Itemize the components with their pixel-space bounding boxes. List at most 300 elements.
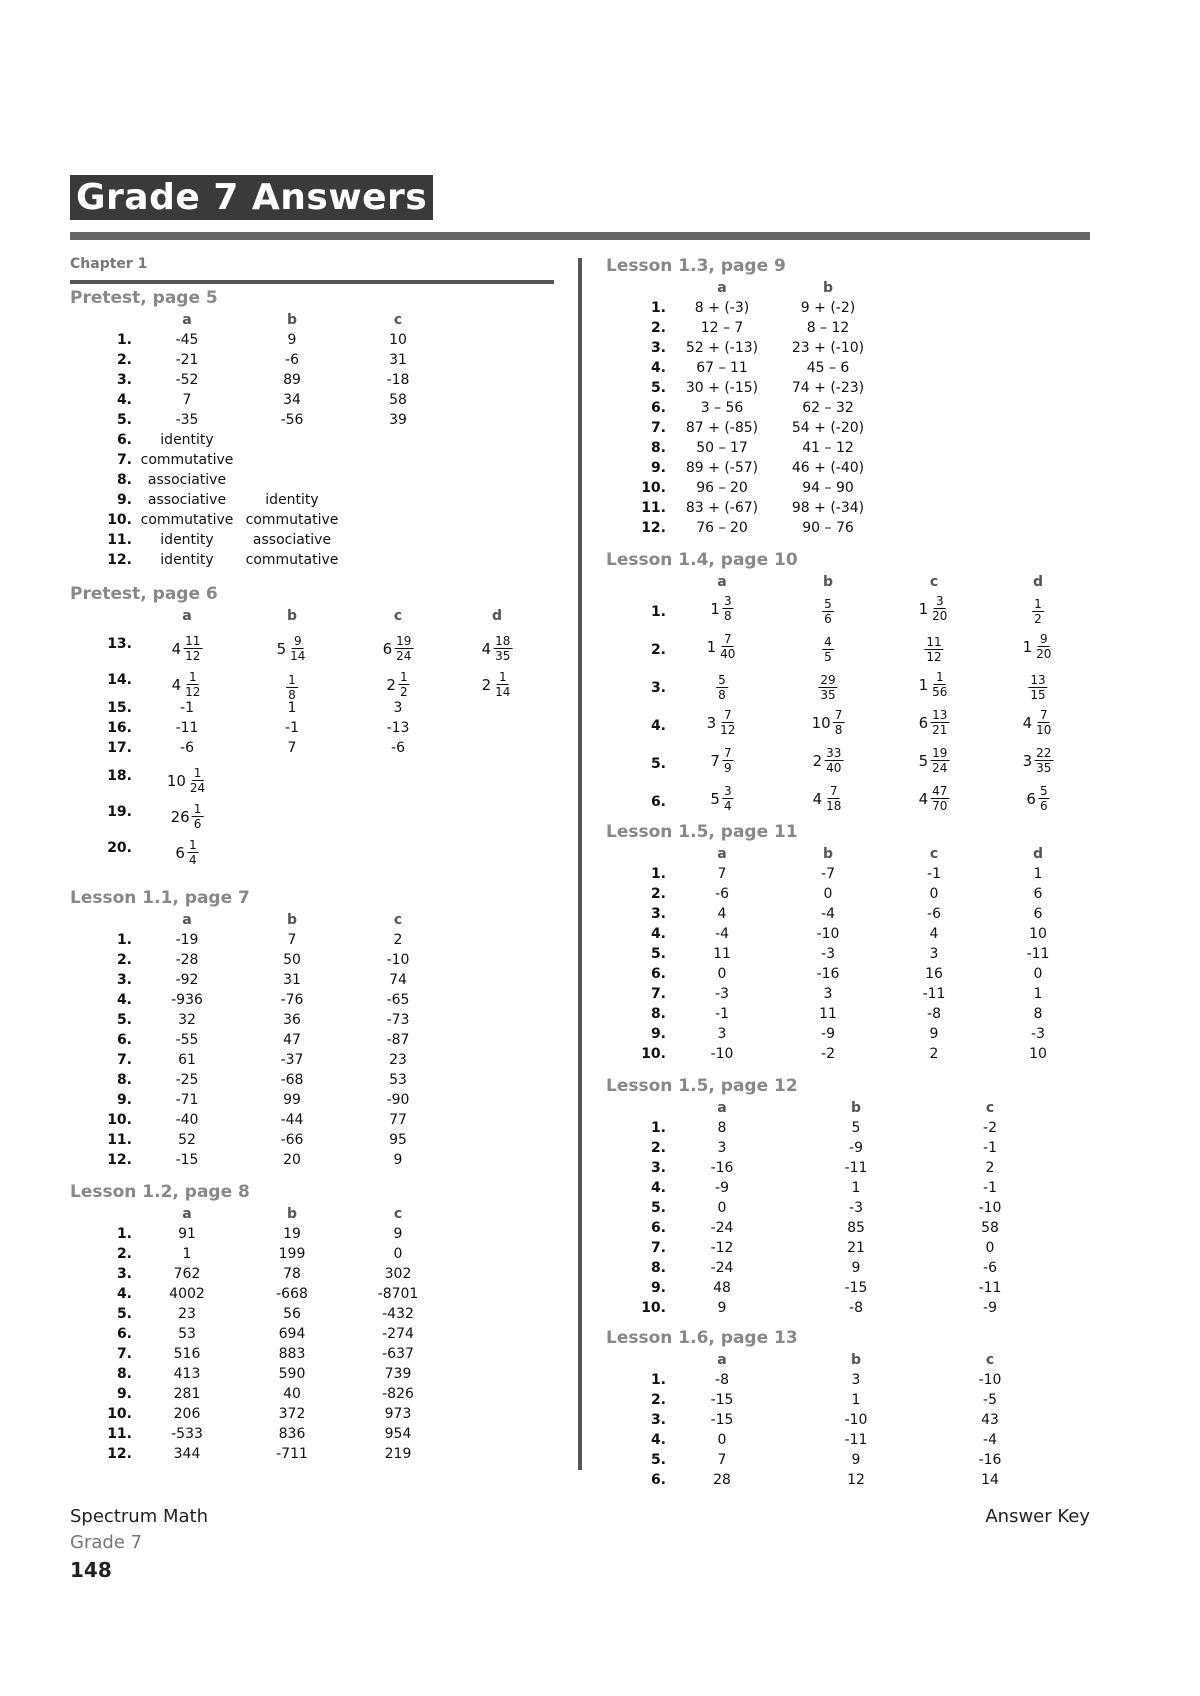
fraction-numerator: 7 (829, 784, 838, 798)
chapter-rule (70, 280, 554, 284)
problem-number: 1. (116, 1226, 132, 1242)
section-title: Lesson 1.4, page 10 (606, 550, 798, 570)
answer-cell: 98 + (-34) (791, 500, 865, 516)
answer-cell: -65 (386, 992, 410, 1008)
answer-cell (707, 708, 738, 737)
answer-cell (1023, 632, 1054, 661)
answer-cell: -1 (285, 720, 299, 736)
answer-cell (919, 594, 950, 623)
answer-cell: 2 (929, 1046, 939, 1062)
answer-cell: 56 (283, 1306, 301, 1322)
answer-row (70, 510, 339, 530)
answer-cell: 8 + (-3) (694, 300, 750, 316)
problem-number: 1. (116, 332, 132, 348)
answer-cell: -12 (710, 1240, 734, 1256)
fraction-numerator: 11 (926, 635, 942, 649)
answer-cell: -5 (983, 1392, 997, 1408)
answer-cell: -92 (175, 972, 199, 988)
fraction-denominator: 2 (399, 685, 408, 699)
answer-cell: -35 (175, 412, 199, 428)
problem-number: 7. (116, 1346, 132, 1362)
answer-cell: associative (147, 492, 227, 508)
answer-cell: 9 (393, 1226, 403, 1242)
answer-row (606, 744, 1052, 782)
answer-cell: 4 (717, 906, 727, 922)
answer-cell: 89 (283, 372, 301, 388)
answer-row (70, 1264, 412, 1284)
fraction-denominator: 5 (824, 650, 832, 664)
fraction-denominator: 40 (826, 761, 842, 775)
fraction-part (1034, 746, 1053, 775)
problem-number: 6. (650, 966, 666, 982)
problem-number: 3. (116, 972, 132, 988)
problem-number: 8. (116, 472, 132, 488)
problem-number: 8. (116, 1366, 132, 1382)
fraction-part (493, 634, 512, 663)
answer-cell: 58 (981, 1220, 999, 1236)
answer-cell: 87 + (-85) (685, 420, 759, 436)
answer-cell: -9 (849, 1140, 863, 1156)
answer-row (606, 1138, 997, 1158)
answer-cell (813, 784, 844, 813)
answer-row (606, 1198, 1002, 1218)
answer-cell: -10 (816, 926, 840, 942)
problem-number: 11. (107, 532, 132, 548)
answer-cell: 74 (389, 972, 407, 988)
problem-number: 6. (116, 1032, 132, 1048)
answer-row (606, 398, 854, 418)
fraction-whole: 5 (918, 751, 929, 770)
problem-number: 9. (116, 1386, 132, 1402)
fraction (383, 634, 414, 663)
answer-cell: identity (160, 432, 214, 448)
fraction (1032, 597, 1044, 626)
fraction-whole: 6 (175, 843, 185, 862)
answer-cell (167, 766, 207, 795)
fraction-denominator: 35 (495, 649, 511, 663)
answer-cell: 76 – 20 (696, 520, 748, 536)
answer-cell: 62 – 32 (802, 400, 854, 416)
answer-row (70, 550, 339, 570)
column-header-row (606, 572, 1044, 592)
answer-cell: 8 (1033, 1006, 1043, 1022)
problem-number: 10. (107, 1112, 132, 1128)
fraction-numerator: 1 (1034, 597, 1042, 611)
answer-cell: 10 (389, 332, 407, 348)
answer-row (70, 626, 511, 663)
problem-number: 7. (650, 986, 666, 1002)
problem-number: 2. (650, 1140, 666, 1156)
column-header-row (606, 1098, 995, 1118)
answer-cell (716, 670, 728, 702)
column-header: a (717, 1100, 727, 1116)
fraction (167, 766, 207, 795)
answer-cell (924, 632, 943, 664)
answer-cell (919, 784, 950, 813)
fraction (1023, 632, 1054, 661)
fraction-denominator: 10 (1036, 723, 1052, 737)
problem-number: 8. (116, 1072, 132, 1088)
answer-row (70, 430, 218, 450)
fraction-denominator: 14 (495, 685, 511, 699)
answer-cell: 12 (847, 1472, 865, 1488)
answer-cell: -11 (844, 1160, 868, 1176)
fraction (172, 670, 203, 699)
answer-row (70, 930, 403, 950)
problem-number: 5. (650, 756, 666, 772)
answer-cell: 0 (1033, 966, 1043, 982)
answer-cell: 23 + (-10) (791, 340, 865, 356)
column-header: a (717, 846, 727, 862)
answer-cell (1023, 746, 1054, 775)
answer-cell: -6 (983, 1260, 997, 1276)
fraction-part (822, 597, 834, 626)
answer-cell: -24 (710, 1220, 734, 1236)
fraction-part (183, 634, 202, 663)
answer-cell: 9 (393, 1152, 403, 1168)
fraction-part (818, 673, 837, 702)
answer-section (70, 286, 410, 570)
fraction-whole: 4 (1022, 713, 1033, 732)
answer-row (70, 1244, 403, 1264)
answer-cell (1032, 594, 1044, 626)
fraction-part (824, 746, 843, 775)
problem-number: 13. (107, 636, 132, 652)
answer-cell: 83 + (-67) (685, 500, 759, 516)
answer-cell: 0 (717, 966, 727, 982)
fraction-whole: 5 (710, 789, 720, 808)
column-header: a (717, 280, 727, 296)
answer-cell: -10 (844, 1412, 868, 1428)
column-header-row (70, 310, 403, 330)
answer-cell: -52 (175, 372, 199, 388)
problem-number: 1. (650, 866, 666, 882)
fraction-denominator: 12 (720, 723, 736, 737)
fraction-whole: 1 (918, 599, 929, 618)
fraction-numerator: 9 (1039, 632, 1048, 646)
problem-number: 3. (650, 680, 666, 696)
fraction-whole: 1 (710, 599, 720, 618)
answer-cell: -668 (276, 1286, 308, 1302)
fraction-numerator: 29 (820, 673, 836, 687)
answer-cell: 0 (717, 1432, 727, 1448)
problem-number: 12. (107, 552, 132, 568)
answer-cell: -3 (1031, 1026, 1045, 1042)
answer-cell: -3 (715, 986, 729, 1002)
answer-row (606, 458, 865, 478)
fraction-denominator: 20 (1036, 647, 1052, 661)
answer-cell: -2 (821, 1046, 835, 1062)
problem-number: 20. (107, 840, 132, 856)
fraction-part (924, 635, 943, 664)
fraction-part (187, 838, 199, 867)
answer-cell: commutative (245, 552, 339, 568)
problem-number: 10. (107, 512, 132, 528)
answer-row (606, 418, 865, 438)
answer-row (606, 498, 865, 518)
fraction-part (1034, 708, 1053, 737)
answer-cell: -7 (821, 866, 835, 882)
answer-cell (172, 634, 203, 663)
answer-cell: -37 (280, 1052, 304, 1068)
fraction (386, 670, 409, 699)
answer-cell: 89 + (-57) (685, 460, 759, 476)
problem-number: 3. (650, 1160, 666, 1176)
answer-cell: -6 (391, 740, 405, 756)
answer-cell: 67 – 11 (696, 360, 748, 376)
column-header: b (286, 608, 298, 624)
fraction-part (930, 784, 949, 813)
answer-cell: -16 (978, 1452, 1002, 1468)
column-header: c (393, 1206, 403, 1222)
fraction-whole: 4 (481, 639, 492, 658)
page-title: Grade 7 Answers (70, 175, 433, 220)
answer-row (70, 530, 332, 550)
answer-cell: 3 (823, 986, 833, 1002)
answer-cell: 9 (287, 332, 297, 348)
answer-row (606, 984, 1043, 1004)
column-header: c (393, 312, 403, 328)
answer-cell: -68 (280, 1072, 304, 1088)
problem-number: 9. (650, 460, 666, 476)
problem-number: 11. (107, 1426, 132, 1442)
answer-cell (919, 746, 950, 775)
answer-cell: -11 (978, 1280, 1002, 1296)
answer-cell (919, 670, 950, 699)
answer-cell: 6 (1033, 906, 1043, 922)
answer-cell: 3 (393, 700, 403, 716)
answer-cell: 28 (713, 1472, 731, 1488)
answer-cell: 10 (1029, 1046, 1047, 1062)
answer-cell: 99 (283, 1092, 301, 1108)
answer-cell: -8 (715, 1372, 729, 1388)
fraction-numerator: 4 (824, 635, 832, 649)
answer-cell: 46 + (-40) (791, 460, 865, 476)
answer-row (606, 1004, 1043, 1024)
problem-number: 4. (650, 360, 666, 376)
problem-number: 14. (107, 672, 132, 688)
answer-cell: 7 (287, 932, 297, 948)
answer-cell: 3 (717, 1026, 727, 1042)
fraction-whole: 6 (382, 639, 393, 658)
title-rule (70, 232, 1090, 240)
fraction (277, 634, 308, 663)
problem-number: 6. (116, 1326, 132, 1342)
fraction-part (930, 708, 949, 737)
fraction (172, 634, 203, 663)
answer-row (606, 1024, 1045, 1044)
answer-cell: commutative (140, 512, 234, 528)
answer-cell: 4002 (169, 1286, 205, 1302)
section-title: Pretest, page 6 (70, 584, 218, 604)
problem-number: 11. (641, 500, 666, 516)
fraction-numerator: 19 (396, 634, 412, 648)
answer-cell: 12 – 7 (700, 320, 744, 336)
problem-number: 6. (650, 1220, 666, 1236)
answer-row (70, 718, 410, 738)
answer-cell: 50 (283, 952, 301, 968)
problem-number: 2. (650, 642, 666, 658)
answer-cell: -55 (175, 1032, 199, 1048)
answer-cell (812, 708, 845, 737)
answer-cell: 516 (173, 1346, 201, 1362)
answer-cell: -11 (175, 720, 199, 736)
fraction-numerator: 5 (1039, 784, 1048, 798)
answer-cell: -4 (715, 926, 729, 942)
fraction-denominator: 6 (193, 817, 202, 831)
fraction (707, 632, 738, 661)
fraction-part (1028, 673, 1047, 702)
page-number: 148 (70, 1558, 112, 1582)
fraction-denominator: 4 (723, 799, 732, 813)
column-header: b (850, 1100, 862, 1116)
fraction-numerator: 7 (723, 708, 732, 722)
answer-row (70, 1050, 407, 1070)
problem-number: 8. (650, 1260, 666, 1276)
answer-cell: 954 (384, 1426, 412, 1442)
fraction (171, 802, 204, 831)
answer-section (606, 1326, 1002, 1490)
answer-cell: 302 (384, 1266, 412, 1282)
fraction (812, 708, 845, 737)
answer-cell (277, 634, 308, 663)
answer-row (70, 450, 234, 470)
fraction (1023, 708, 1054, 737)
fraction-whole: 3 (1022, 751, 1033, 770)
answer-cell: 2 (393, 932, 403, 948)
answer-row (606, 1158, 995, 1178)
answer-row (70, 350, 407, 370)
answer-row (70, 1284, 419, 1304)
answer-cell: -19 (175, 932, 199, 948)
answer-cell: -936 (171, 992, 203, 1008)
answer-row (70, 794, 218, 830)
answer-row (70, 1070, 407, 1090)
problem-number: 9. (116, 1092, 132, 1108)
problem-number: 12. (641, 520, 666, 536)
problem-number: 1. (650, 300, 666, 316)
answer-cell: 31 (389, 352, 407, 368)
answer-cell: -4 (821, 906, 835, 922)
fraction-whole: 1 (918, 675, 929, 694)
answer-cell: 50 – 17 (696, 440, 748, 456)
column-header-row (70, 606, 503, 626)
answer-cell: 7 (287, 740, 297, 756)
answer-cell: commutative (140, 452, 234, 468)
answer-cell: -10 (386, 952, 410, 968)
answer-cell: -73 (386, 1012, 410, 1028)
answer-cell: -8 (849, 1300, 863, 1316)
problem-number: 9. (650, 1280, 666, 1296)
answer-row (70, 1424, 412, 1444)
answer-cell: -9 (983, 1300, 997, 1316)
fraction-numerator: 1 (288, 673, 296, 687)
answer-cell: 1 (851, 1180, 861, 1196)
answer-cell: -40 (175, 1112, 199, 1128)
answer-cell: -76 (280, 992, 304, 1008)
answer-cell: 219 (384, 1446, 412, 1462)
answer-cell: 206 (173, 1406, 201, 1422)
column-header: b (822, 574, 834, 590)
answer-cell: 32 (178, 1012, 196, 1028)
fraction-numerator: 7 (834, 708, 843, 722)
answer-cell: -1 (715, 1006, 729, 1022)
answer-cell: 78 (283, 1266, 301, 1282)
problem-number: 7. (116, 1052, 132, 1068)
answer-cell: -15 (175, 1152, 199, 1168)
fraction-whole: 4 (812, 789, 823, 808)
answer-row (70, 1384, 414, 1404)
answer-cell: 19 (283, 1226, 301, 1242)
answer-row (70, 1304, 414, 1324)
fraction-numerator: 5 (824, 597, 832, 611)
answer-cell: 5 (851, 1120, 861, 1136)
answer-cell: 344 (173, 1446, 201, 1462)
answer-cell: 281 (173, 1386, 201, 1402)
answer-cell: -44 (280, 1112, 304, 1128)
answer-cell: -15 (844, 1280, 868, 1296)
answer-cell: 1 (1033, 986, 1043, 1002)
problem-number: 4. (650, 926, 666, 942)
fraction-denominator: 2 (1034, 612, 1042, 626)
problem-number: 1. (650, 604, 666, 620)
answer-cell: 77 (389, 1112, 407, 1128)
fraction-numerator: 22 (1036, 746, 1052, 760)
answer-cell: 199 (278, 1246, 306, 1262)
column-header: d (491, 608, 503, 624)
answer-row (606, 630, 1052, 668)
fraction-denominator: 24 (932, 761, 948, 775)
answer-cell (383, 634, 414, 663)
answer-row (606, 904, 1043, 924)
section-title: Lesson 1.3, page 9 (606, 256, 786, 276)
fraction-numerator: 11 (185, 634, 201, 648)
answer-cell: 85 (847, 1220, 865, 1236)
answer-cell (1023, 708, 1054, 737)
column-header: a (182, 312, 192, 328)
answer-row (606, 1118, 997, 1138)
column-header: b (822, 280, 834, 296)
fraction-part (1032, 597, 1044, 626)
fraction-whole: 2 (812, 751, 823, 770)
column-header: a (182, 912, 192, 928)
answer-row (606, 924, 1047, 944)
answer-cell: 3 – 56 (700, 400, 744, 416)
answer-cell: -10 (710, 1046, 734, 1062)
answer-cell (386, 670, 409, 699)
answer-section (606, 548, 1052, 820)
answer-row (606, 1218, 999, 1238)
fraction-part (716, 673, 728, 702)
answer-row (606, 1450, 1002, 1470)
answer-cell: 61 (178, 1052, 196, 1068)
fraction (710, 594, 733, 623)
fraction-whole: 6 (918, 713, 929, 732)
answer-row (70, 830, 218, 866)
answer-cell: -16 (816, 966, 840, 982)
fraction-numerator: 1 (399, 670, 408, 684)
answer-cell: 0 (717, 1200, 727, 1216)
fraction-numerator: 7 (1039, 708, 1048, 722)
section-title: Lesson 1.5, page 11 (606, 822, 798, 842)
fraction-denominator: 6 (1039, 799, 1048, 813)
fraction (716, 673, 728, 702)
answer-row (70, 1344, 414, 1364)
answer-cell: 96 – 20 (696, 480, 748, 496)
column-header: a (717, 1352, 727, 1368)
answer-row (606, 1298, 997, 1318)
answer-cell: 31 (283, 972, 301, 988)
